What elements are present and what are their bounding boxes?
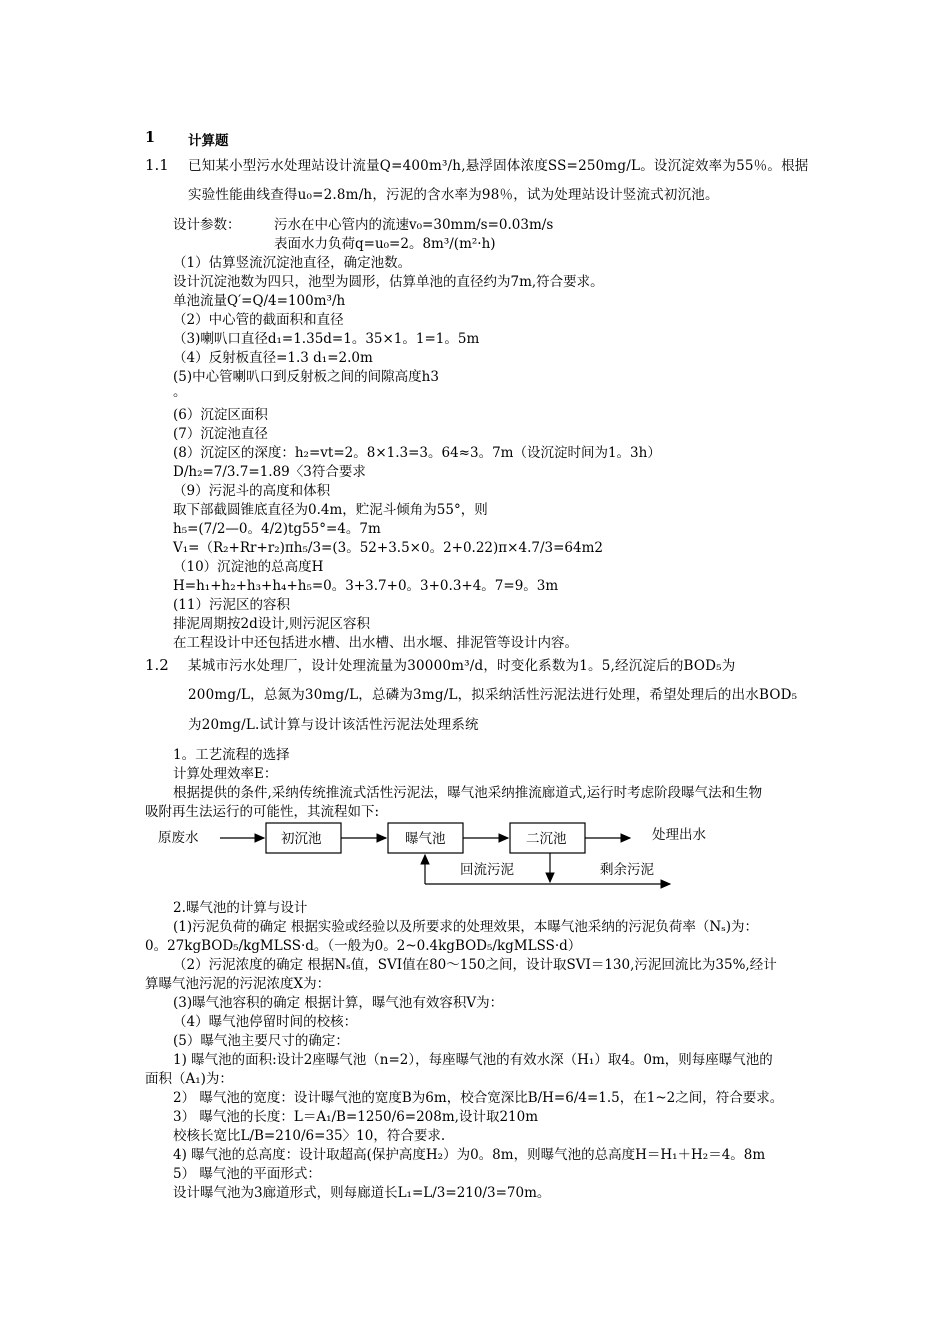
flow-raw-label: 原废水 <box>158 830 199 846</box>
text-line: (5)中心管喇叭口到反射板之间的间隙高度h3 <box>173 369 439 385</box>
text-line: (6）沉淀区面积 <box>173 407 268 423</box>
problem-1-1-line-1: 已知某小型污水处理站设计流量Q=400m³/h,悬浮固体浓度SS=250mg/L。设沉淀效率为55％。根据 <box>188 158 809 174</box>
text-line: 在工程设计中还包括进水槽、出水槽、出水堰、排泥管等设计内容。 <box>173 635 578 651</box>
text-line: 面积（A₁)为： <box>145 1071 233 1087</box>
flow-excess-label: 剩余污泥 <box>600 862 654 878</box>
flow-aeration-label: 曝气池 <box>405 831 446 847</box>
text-line: 单池流量Q′=Q/4=100m³/h <box>173 293 346 309</box>
text-line: (7）沉淀池直径 <box>173 426 268 442</box>
text-line: V₁=（R₂+Rr+r₂)πh₅/3=(3。52+3.5×0。2+0.22)π×4.7/3=64m2 <box>173 540 603 556</box>
text-line: 2） 曝气池的宽度：设计曝气池的宽度B为6m，校合宽深比B/H=6/4=1.5，在1~2之间，符合要求。 <box>173 1090 784 1106</box>
param-2: 表面水力负荷q=u₀=2。8m³/(m²·h) <box>274 236 496 252</box>
problem-number-1-2: 1.2 <box>145 656 169 674</box>
text-line: (5）曝气池主要尺寸的确定： <box>173 1033 349 1049</box>
text-line: (8）沉淀区的深度：h₂=vt=2。8×1.3=3。64≈3。7m（设沉淀时间为1。3h） <box>173 445 661 461</box>
section-number: 1 <box>145 129 156 146</box>
text-line: 校核长宽比L/B=210/6=35〉10，符合要求. <box>173 1128 446 1144</box>
text-line: （1）估算竖流沉淀池直径，确定池数。 <box>173 255 412 271</box>
text-line: 1。工艺流程的选择 <box>173 747 290 763</box>
param-1: 污水在中心管内的流速v₀=30mm/s=0.03m/s <box>274 217 554 233</box>
text-line: (3)曝气池容积的确定 根据计算，曝气池有效容积V为： <box>173 995 504 1011</box>
text-line: （2）污泥浓度的确定 根据Nₛ值，SVI值在80～150之间，设计取SVI＝130,污泥回流比为35%,经计 <box>173 957 777 973</box>
text-line: 算曝气池污泥的污泥浓度X为： <box>145 976 331 992</box>
text-line: 4) 曝气池的总高度：设计取超高(保护高度H₂）为0。8m，则曝气池的总高度H＝H₁＋H₂＝4。8m <box>173 1147 766 1163</box>
text-line: 1) 曝气池的面积:设计2座曝气池（n=2），每座曝气池的有效水深（H₁）取4。0m，则每座曝气池的 <box>173 1052 773 1068</box>
text-line: 设计沉淀池数为四只，池型为圆形，估算单池的直径约为7m,符合要求。 <box>173 274 604 290</box>
problem-number-1-1: 1.1 <box>145 156 169 174</box>
text-line: （4）反射板直径=1.3 d₁=2.0m <box>173 350 373 366</box>
text-line: 0。27kgBOD₅/kgMLSS·d。（一般为0。2~0.4kgBOD₅/kgMLSS·d） <box>145 938 582 954</box>
text-line: 3） 曝气池的长度：L＝A₁/B=1250/6=208m,设计取210m <box>173 1109 539 1125</box>
text-line: 吸附再生法运行的可能性，其流程如下: <box>145 804 380 820</box>
text-line: h₅=(7/2—0。4/2)tg55°=4。7m <box>173 521 381 537</box>
text-line: (1)污泥负荷的确定 根据实验或经验以及所要求的处理效果，本曝气池采纳的污泥负荷率（Nₛ)为： <box>173 919 759 935</box>
text-line: 排泥周期按2d设计,则污泥区容积 <box>173 616 371 632</box>
flow-secondary-label: 二沉池 <box>526 831 567 847</box>
text-line: （3)喇叭口直径d₁=1.35d=1。35×1。1=1。5m <box>173 331 480 347</box>
text-line: （4）曝气池停留时间的校核： <box>173 1014 358 1030</box>
text-line: 计算处理效率E： <box>173 766 278 782</box>
flow-out-label: 处理出水 <box>652 827 706 843</box>
text-line: 2.曝气池的计算与设计 <box>173 900 308 916</box>
problem-1-2-line-1: 某城市污水处理厂，设计处理流量为30000m³/d，时变化系数为1。5,经沉淀后的BOD₅为 <box>188 658 736 674</box>
text-line: （10）沉淀池的总高度H <box>173 559 324 575</box>
process-flow-diagram <box>140 808 706 896</box>
param-label: 设计参数： <box>173 217 241 233</box>
text-line: D/h₂=7/3.7=1.89〈3符合要求 <box>173 464 366 480</box>
text-line: 5） 曝气池的平面形式： <box>173 1166 321 1182</box>
text-line: 。 <box>173 384 187 400</box>
problem-1-2-line-3: 为20mg/L.试计算与设计该活性污泥法处理系统 <box>188 717 479 733</box>
text-line: 根据提供的条件,采纳传统推流式活性污泥法，曝气池采纳推流廊道式,运行时考虑阶段曝气法和生物 <box>173 785 763 801</box>
problem-1-1-line-2: 实验性能曲线查得u₀=2.8m/h，污泥的含水率为98％，试为处理站设计竖流式初沉池。 <box>188 187 719 203</box>
flow-primary-label: 初沉池 <box>281 831 322 847</box>
text-line: H=h₁+h₂+h₃+h₄+h₅=0。3+3.7+0。3+0.3+4。7=9。3m <box>173 578 559 594</box>
flow-return-label: 回流污泥 <box>460 862 514 878</box>
text-line: （2）中心管的截面积和直径 <box>173 312 344 328</box>
text-line: 取下部截圆锥底直径为0.4m，贮泥斗倾角为55°，则 <box>173 502 488 518</box>
text-line: 设计曝气池为3廊道形式，则每廊道长L₁=L/3=210/3=70m。 <box>173 1185 551 1201</box>
section-title: 计算题 <box>188 133 229 149</box>
text-line: （9）污泥斗的高度和体积 <box>173 483 331 499</box>
problem-1-2-line-2: 200mg/L，总氮为30mg/L，总磷为3mg/L，拟采纳活性污泥法进行处理，希望处理后的出水BOD₅ <box>188 687 798 703</box>
text-line: (11）污泥区的容积 <box>173 597 290 613</box>
